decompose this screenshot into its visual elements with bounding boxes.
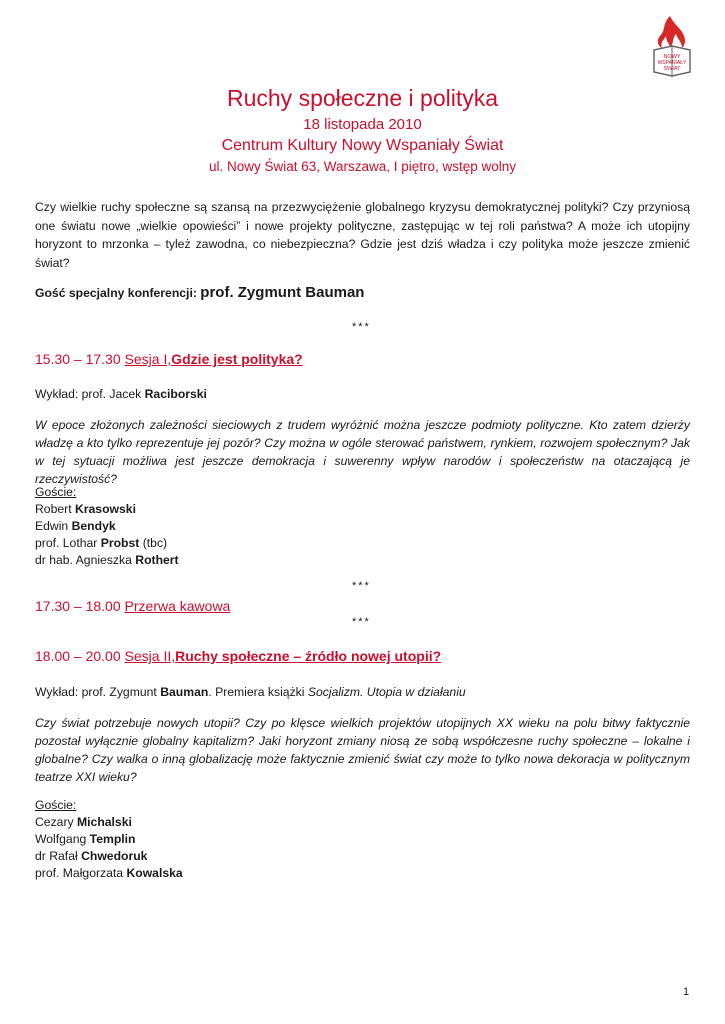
guest-item: Wolfgang Templin xyxy=(35,832,136,846)
session-2-title: Ruchy społeczne – źródło nowej utopii? xyxy=(175,648,442,664)
session-2-guests-label: Goście: xyxy=(35,798,77,812)
session-2-lecture-suffix: . Premiera książki xyxy=(208,685,305,699)
guest-item: dr Rafał Chwedoruk xyxy=(35,849,148,863)
logo-text-line3: ŚWIAT xyxy=(663,66,681,72)
logo-text-line2: WSPANIAŁY xyxy=(657,60,687,66)
guest-item: prof. Lothar Probst (tbc) xyxy=(35,536,168,550)
logo-text-line1: NOWY xyxy=(663,54,681,60)
guest-item: Robert Krasowski xyxy=(35,502,136,516)
event-address: ul. Nowy Świat 63, Warszawa, I piętro, wstęp wolny xyxy=(208,159,517,174)
special-guest-name: prof. Zygmunt Bauman xyxy=(200,284,365,301)
guest-item: Edwin Bendyk xyxy=(35,519,116,533)
session-1-guests xyxy=(35,484,179,569)
session-1-title: Gdzie jest polityka? xyxy=(171,351,303,367)
session-2-time: 18.00 – 20.00 xyxy=(35,648,121,664)
session-1-time: 15.30 – 17.30 xyxy=(35,351,121,367)
separator-1: *** xyxy=(352,321,371,333)
session-2-heading xyxy=(35,648,441,664)
special-guest xyxy=(35,284,364,301)
session-1-name: Sesja I, xyxy=(124,351,172,367)
separator-2: *** xyxy=(352,580,371,592)
break-time: 17.30 – 18.00 xyxy=(35,598,121,614)
break-heading xyxy=(35,598,230,614)
session-2-name: Sesja II, xyxy=(124,648,176,664)
session-2-description: Czy świat potrzebuje nowych utopii? Czy po klęsce wielkich projektów utopijnych XX wieku na polu bitwy faktycznie pozostał wyłącznie globalny kapitalizm? Jaki horyzont zmiany niosą ze sobą współczesne ruchy społeczne – lokalne i globalne? Czy walka o inną globalizację może faktycznie zmienić świat czy może to tylko nowa dekoracja w politycznym teatrze XXI wieku? xyxy=(35,716,690,784)
event-venue: Centrum Kultury Nowy Wspaniały Świat xyxy=(221,137,504,154)
session-1-description: W epoce złożonych zależności sieciowych z trudem wyróżnić można jeszcze podmioty polityczne. Kto zatem dzierży władzę a kto tylko reprezentuje jej pozór? Czy można w ogóle sterować państwem, rynkiem, rozwojem społecznym? Jak w tej sytuacji możliwa jest jeszcze demokracja i suwerenny wpływ narodów i społeczeństw na otaczającą je rzeczywistość? xyxy=(35,418,690,486)
event-date: 18 listopada 2010 xyxy=(303,116,422,133)
separator-3: *** xyxy=(352,616,371,628)
guest-item: dr hab. Agnieszka Rothert xyxy=(35,553,179,567)
break-label: Przerwa kawowa xyxy=(124,598,231,614)
logo xyxy=(648,14,696,78)
session-1-guests-label: Goście: xyxy=(35,485,77,499)
guest-item: Cezary Michalski xyxy=(35,815,132,829)
flame-book-logo-icon xyxy=(648,14,696,78)
session-2-lecture xyxy=(35,683,466,701)
header xyxy=(0,84,725,177)
intro-paragraph: Czy wielkie ruchy społeczne są szansą na przezwyciężenie globalnego kryzysu demokratycznej polityki? Czy przyniosą one światu nowe „wielkie opowieści” i nowe projekty polityczne, zastępując w tej roli państwa? A może ich utopijny horyzont to mrzonka – tyleż zawodna, co niebezpieczna? Gdzie jest dziś władza i czy polityka może jeszcze zmienić świat? xyxy=(35,200,690,270)
guest-item: prof. Małgorzata Kowalska xyxy=(35,866,183,880)
session-2-book-title: Socjalizm. Utopia w działaniu xyxy=(307,685,466,699)
page-number: 1 xyxy=(683,986,690,998)
session-2-lecturer: Bauman xyxy=(160,685,209,699)
session-1-heading xyxy=(35,351,303,367)
session-1-lecture-prefix: Wykład: prof. Jacek xyxy=(35,387,142,401)
session-1-lecturer: Raciborski xyxy=(144,387,207,401)
session-2-guests xyxy=(35,797,183,882)
session-1-lecture xyxy=(35,385,207,403)
page-title: Ruchy społeczne i polityka xyxy=(226,85,499,111)
special-guest-label: Gość specjalny konferencji: xyxy=(35,286,197,300)
session-2-lecture-prefix: Wykład: prof. Zygmunt xyxy=(35,685,157,699)
